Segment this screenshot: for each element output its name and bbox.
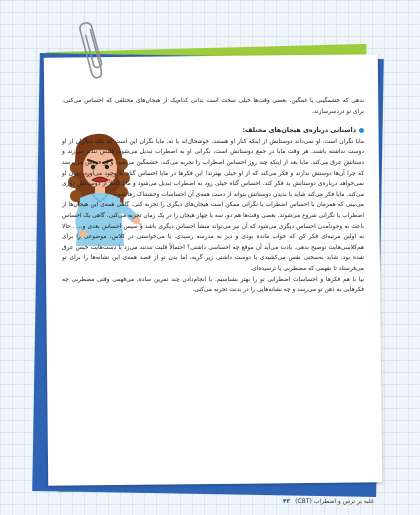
- page-number: ۴۳: [282, 498, 291, 505]
- page-content: [62, 96, 364, 296]
- bullet-dot-icon: [359, 128, 364, 133]
- explanation-paragraph: می‌بینی که همزمان با احساس اضطراب یا نگرانی ممکن است هیجان‌های دیگری را تجربه کنی. گاهی همه‌ی این هیجان‌ها از اضطراب یا نگرانی شروع می‌شوند. بعضی وقت‌ها هم دو، سه یا چهار هیجان را در یک زمان تجربه می‌کنی. گاهی یک احساس باعث به وجودآمدن احساس دیگری می‌شود که آن نیز می‌تواند منشأ احساس دیگری باشد و سپس احساس بعدی و... . حالا به اولین مرتبه‌ای فکر کن که خواب مانده بودی و دیر به مدرسه رسیدی. یا می‌خواستی در کلاس، موضوعی را برای هم‌کلاسی‌هایت توضیح بدهی. یادت می‌آید آن موقع چه احساسی داشتی؟ احتمالاً قلبت تندتند می‌زد یا دست‌هایت خیس عرق شده بود. شاید به‌سختی نفس می‌کشیدی یا دوست داشتی زیر گریه، اما بدن تو از قصد همه‌ی این نشانه‌ها را برای تو می‌فرستاد تا بفهمی که مضطربی یا ترسیده‌ای.: [62, 202, 364, 272]
- book-title: غلبه بر ترس و اضطراب (CBT): [295, 498, 374, 505]
- intro-paragraph: بدهی که خشمگینی یا غمگین. بعضی وقت‌ها خیلی سخت است بدانی کدام‌یک از هیجان‌های مختلفی که احساس می‌کنی، برای تو دردسرسازند.: [62, 98, 364, 115]
- story-heading-text: داستانی درباره‌ی هیجان‌های مختلف:: [242, 126, 356, 135]
- story-heading: [62, 125, 364, 136]
- story-paragraph: مایا نگران است. او نمی‌داند دوستانش از اینکه کنار او هستند، خوشحال‌اند یا نه. مایا نگران این است که نکند دیگران از او دوست نداشته باشند. هر وقت مایا در جمع دوستانش است، نگرانی او به اضطراب تبدیل می‌شود: قلبش تندتر می‌زند و دستانش عرق می‌کند. مایا بعد از اینکه چند روز احساس اضطراب را تجربه می‌کند، خشمگین می‌شود و از خودش می‌پرسد که چرا آن‌ها دوستش ندارند و فکر می‌کند که از او خیلی بهترند! این فکرها در مایا احساس گناه به وجود می‌آورد، چون او نمی‌خواهد درباره‌ی دوستانش بد فکر کند. احساس گناه خیلی زود به اضطراب تبدیل می‌شود و مایا کاملاً از دوستانش دوری می‌کند. مایا فکر می‌کند شاید با ندیدن دوستانش بتواند از دست همه‌ی آن احساسات وحشتناک رها شود.: [62, 138, 364, 198]
- closing-paragraph: بیا با هم فکرها و احساسات اضطرابی تو را بهتر بشناسیم. با انجام‌دادن چند تمرین ساده، می‌فهمی وقتی مضطربی چه فکرهایی به ذهن تو می‌رسد و چه نشانه‌هایی را در بدنت تجربه می‌کنی.: [62, 276, 364, 294]
